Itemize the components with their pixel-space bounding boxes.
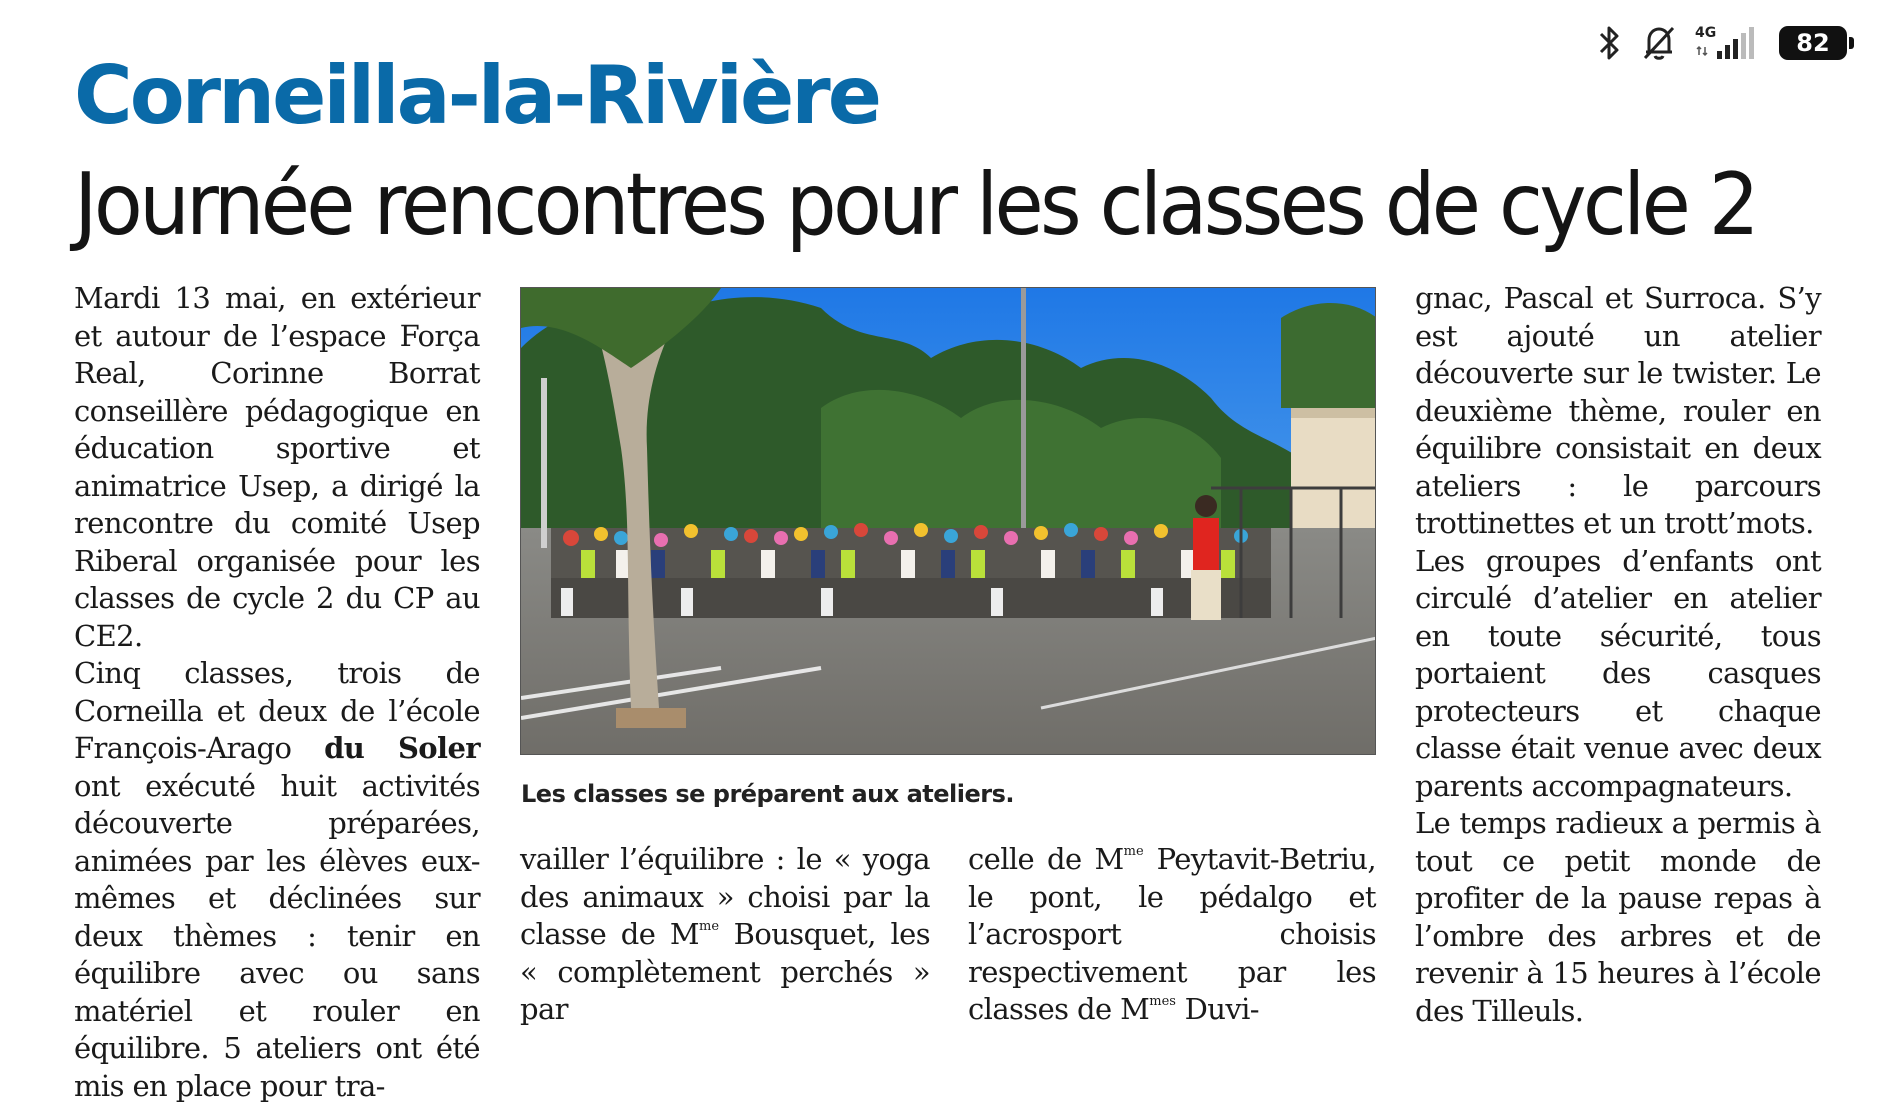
article-headline: Journée rencontres pour les classes de cycle 2 [74,155,1756,255]
article-kicker: Corneilla-la-Rivière [74,49,879,142]
battery-icon [1779,26,1847,60]
article-photo [520,287,1376,755]
text-run: Cinq classes, trois de Corneilla et deux de l’école François-Arago [74,656,480,765]
article-column-2 [520,841,930,1029]
article-column-1 [74,280,480,1105]
text-run: Peytavit-Betriu, le pont, le pédalgo et l’acrosport choisis respectivement par les classes de M [968,842,1376,1026]
article-column-4 [1415,280,1821,1030]
article-column-3 [968,841,1376,1029]
network-label: 4G [1695,25,1717,41]
battery-level: 82 [1796,29,1830,57]
bold-text-run: du Soler [324,731,480,765]
paragraph: Le temps radieux a permis à tout ce petit monde de profiter de la pause repas à l’ombre des arbres et de revenir à 15 heures à l’école des Tilleuls. [1415,806,1821,1028]
paragraph: Mardi 13 mai, en extérieur et autour de l’espace Força Real, Corinne Borrat conseillère pédagogique en éducation sportive et animatrice Usep, a dirigé la rencontre du comité Usep Riberal organisée pour les classes de cycle 2 du CP au CE2. [74,281,480,653]
status-bar [1597,24,1847,62]
signal-icon [1695,25,1761,61]
paragraph: Les groupes d’enfants ont circulé d’atelier en atelier en toute sécurité, tous portaient des casques protecteurs et chaque classe était venue avec deux parents accompagnateurs. [1415,543,1821,803]
text-run: Duvi- [1175,992,1259,1026]
text-run: celle de M [968,842,1124,876]
superscript: me [699,919,720,934]
paragraph: gnac, Pascal et Surroca. S’y est ajouté un atelier découverte sur le twister. Le deuxième thème, rouler en équilibre consistait en deux ateliers : le parcours trottinettes et un trott’mots. [1415,281,1821,540]
superscript: me [1123,844,1144,859]
bell-off-icon [1641,24,1677,62]
text-run: Bousquet, les « complètement perchés » par [520,917,930,1026]
superscript: mes [1149,994,1176,1009]
paragraph [968,841,1376,1029]
text-run: ont exécuté huit activités découverte préparées, animées par les élèves eux-mêmes et déclinées sur deux thèmes : tenir en équilibre avec ou sans matériel et rouler en équilibre. 5 ateliers ont été mis en place pour tra- [74,768,480,1103]
photo-caption: Les classes se préparent aux ateliers. [521,780,1014,808]
paragraph [74,655,480,1105]
text-run: vailler l’équilibre : le « yoga des animaux » choisi par la classe de M [520,842,930,951]
bluetooth-icon [1597,24,1623,62]
paragraph [520,841,930,1029]
